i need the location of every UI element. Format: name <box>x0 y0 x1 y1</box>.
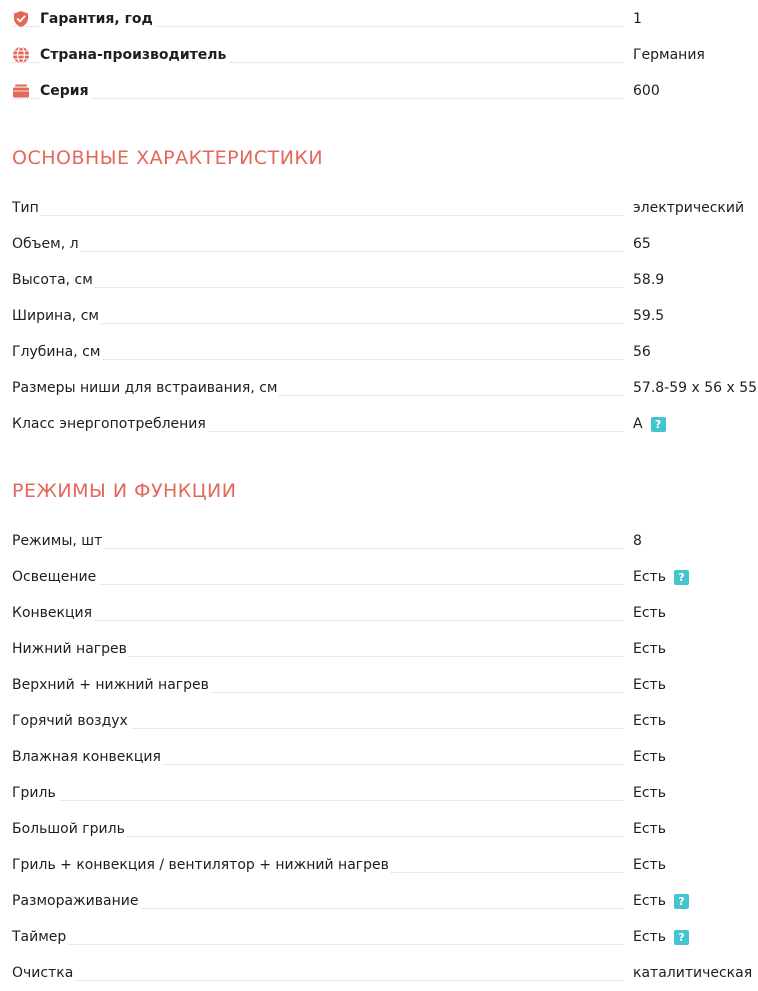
spec-value: Есть <box>633 785 666 801</box>
spec-row-country <box>0 37 758 73</box>
spec-label: Класс энергопотребления <box>12 406 208 442</box>
dotted-leader <box>12 323 624 324</box>
spec-row-series <box>0 73 758 109</box>
spec-row <box>0 559 758 595</box>
spec-row <box>0 667 758 703</box>
spec-value: Есть <box>633 677 666 693</box>
dotted-leader <box>12 584 624 585</box>
spec-value: 1 <box>633 11 642 27</box>
dotted-leader <box>12 359 624 360</box>
spec-value: 57.8-59 x 56 x 55 <box>633 380 758 396</box>
shield-check-icon <box>12 10 30 28</box>
help-icon[interactable]: ? <box>674 930 689 945</box>
spec-row <box>0 811 758 847</box>
spec-label: Горячий воздух <box>12 703 130 739</box>
spec-value: Есть <box>633 821 666 837</box>
spec-label: Размеры ниши для встраивания, см <box>12 370 279 406</box>
spec-label: Освещение <box>12 559 98 595</box>
spec-row <box>0 298 758 334</box>
spec-value: Есть ? <box>633 883 689 919</box>
spec-value: 59.5 <box>633 308 665 324</box>
main-specs <box>0 190 758 442</box>
spec-value: 65 <box>633 236 651 252</box>
spec-row <box>0 883 758 919</box>
spec-row <box>0 631 758 667</box>
spec-row <box>0 739 758 775</box>
spec-label: Нижний нагрев <box>12 631 129 667</box>
dotted-leader <box>12 98 624 99</box>
spec-row-warranty <box>0 1 758 37</box>
spec-value: 56 <box>633 344 651 360</box>
spec-value: Есть ? <box>633 559 689 595</box>
spec-label: Страна-производитель <box>40 37 228 73</box>
spec-label: Очистка <box>12 955 75 991</box>
spec-label: Таймер <box>12 919 68 955</box>
spec-value: Есть <box>633 641 666 657</box>
spec-row <box>0 847 758 883</box>
spec-row <box>0 523 758 559</box>
section-title-modes: РЕЖИМЫ И ФУНКЦИИ <box>12 480 237 502</box>
series-icon <box>12 82 30 100</box>
help-icon[interactable]: ? <box>674 894 689 909</box>
spec-row <box>0 262 758 298</box>
spec-label: Серия <box>40 73 91 109</box>
spec-value: Германия <box>633 47 705 63</box>
spec-label: Гриль + конвекция / вентилятор + нижний нагрев <box>12 847 391 883</box>
spec-label: Большой гриль <box>12 811 127 847</box>
spec-row <box>0 370 758 406</box>
spec-value: Есть <box>633 605 666 621</box>
modes-specs <box>0 523 758 991</box>
dotted-leader <box>12 980 624 981</box>
spec-value: 58.9 <box>633 272 665 288</box>
spec-row <box>0 406 758 442</box>
spec-value: 8 <box>633 533 642 549</box>
spec-row <box>0 334 758 370</box>
dotted-leader <box>12 800 624 801</box>
header-specs <box>0 1 758 109</box>
spec-label: Объем, л <box>12 226 81 262</box>
dotted-leader <box>12 287 624 288</box>
spec-value: Есть ? <box>633 919 689 955</box>
spec-label: Глубина, см <box>12 334 102 370</box>
spec-label: Гарантия, год <box>40 1 155 37</box>
help-icon[interactable]: ? <box>651 417 666 432</box>
spec-value: 600 <box>633 83 660 99</box>
globe-icon <box>12 46 30 64</box>
spec-value: Есть <box>633 713 666 729</box>
spec-label: Режимы, шт <box>12 523 104 559</box>
spec-row <box>0 703 758 739</box>
spec-row <box>0 190 758 226</box>
spec-value: электрический <box>633 200 745 216</box>
spec-label: Высота, см <box>12 262 95 298</box>
spec-value: каталитическая <box>633 965 753 981</box>
spec-label: Размораживание <box>12 883 140 919</box>
spec-row <box>0 226 758 262</box>
dotted-leader <box>12 620 624 621</box>
spec-row <box>0 775 758 811</box>
spec-label: Гриль <box>12 775 58 811</box>
spec-row <box>0 955 758 991</box>
spec-row <box>0 595 758 631</box>
spec-label: Влажная конвекция <box>12 739 163 775</box>
spec-label: Верхний + нижний нагрев <box>12 667 211 703</box>
spec-row <box>0 919 758 955</box>
help-icon[interactable]: ? <box>674 570 689 585</box>
section-title-main: ОСНОВНЫЕ ХАРАКТЕРИСТИКИ <box>12 147 324 169</box>
spec-label: Тип <box>12 190 41 226</box>
spec-value: Есть <box>633 857 666 873</box>
spec-label: Конвекция <box>12 595 94 631</box>
dotted-leader <box>12 215 624 216</box>
spec-value: А ? <box>633 406 666 442</box>
dotted-leader <box>12 944 624 945</box>
spec-label: Ширина, см <box>12 298 101 334</box>
spec-value: Есть <box>633 749 666 765</box>
dotted-leader <box>12 251 624 252</box>
